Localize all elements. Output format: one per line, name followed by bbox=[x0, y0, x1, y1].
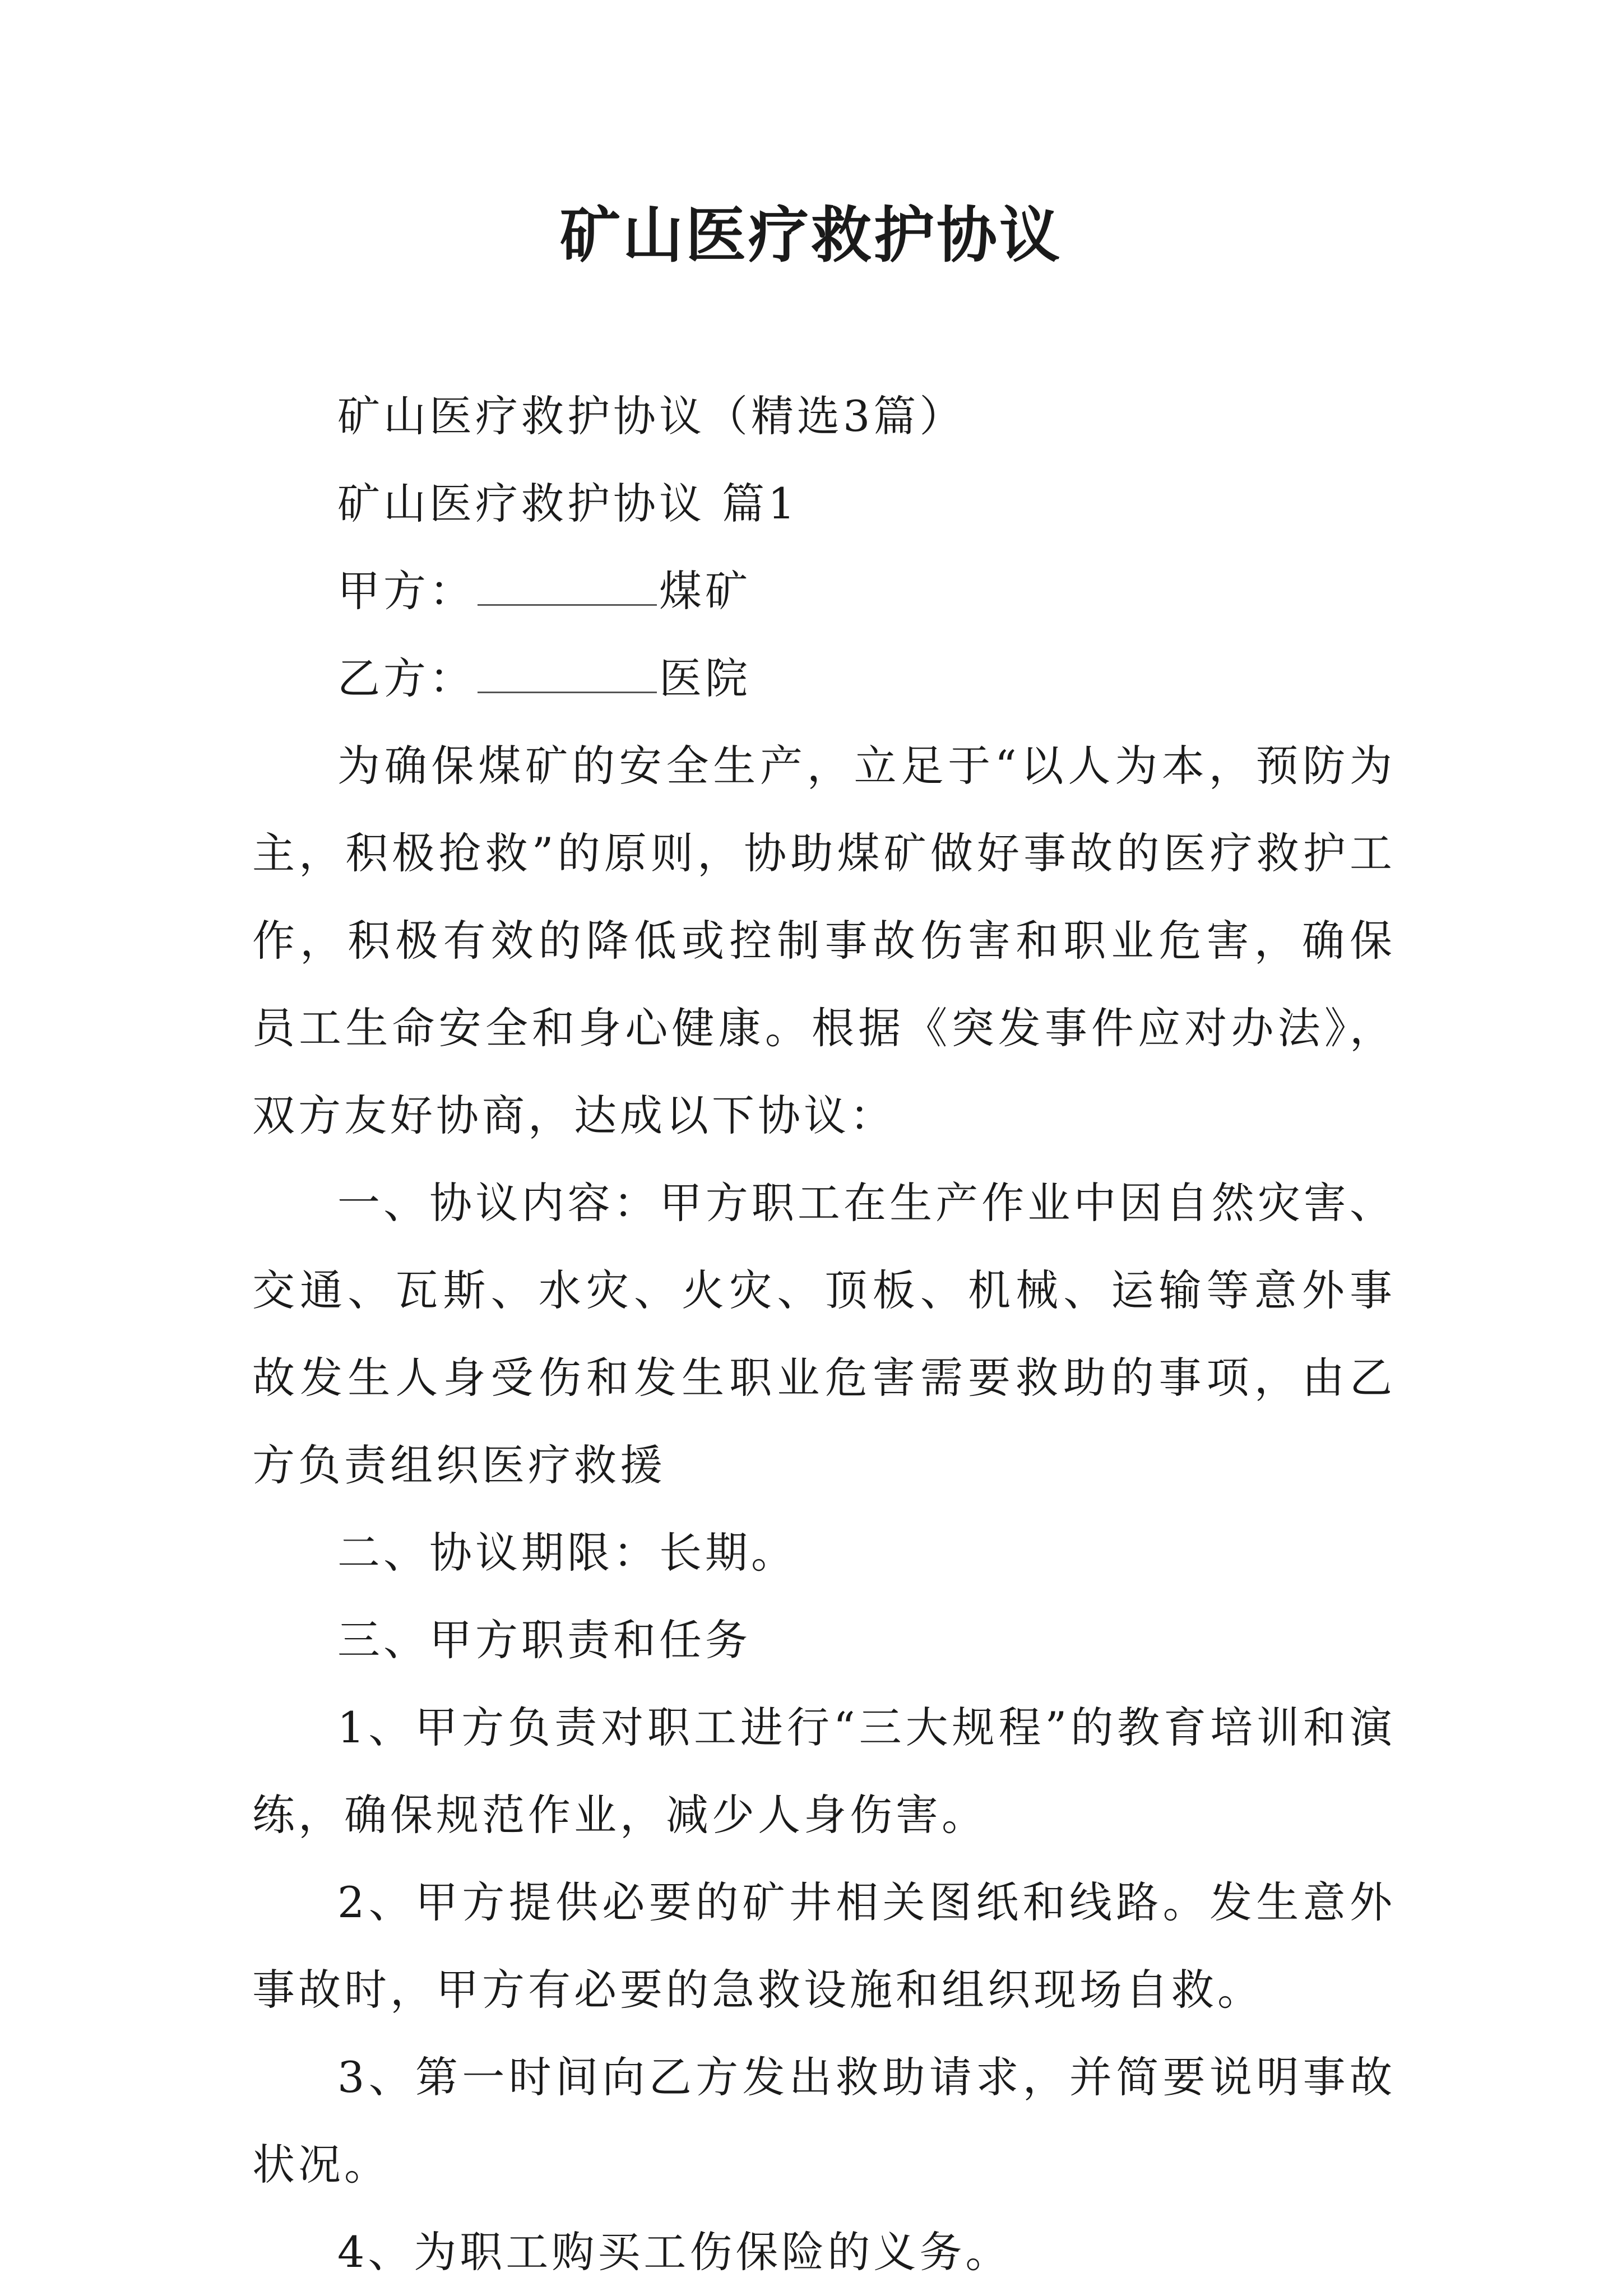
party-b-label: 乙方： bbox=[337, 653, 475, 703]
clause-1-paragraph: 一、协议内容：甲方职工在生产作业中因自然灾害、交通、瓦斯、水灾、火灾、顶板、机械、运输等意外事故发生人身受伤和发生职业危害需要救助的事项，由乙方负责组织医疗救援 bbox=[252, 1178, 1396, 1490]
party-a-label: 甲方： bbox=[337, 566, 475, 616]
party-a-blank bbox=[478, 570, 657, 606]
section-heading: 矿山医疗救护协议 篇1 bbox=[337, 479, 799, 528]
item-1-paragraph: 1、甲方负责对职工进行“三大规程”的教育培训和演练，确保规范作业，减少人身伤害。 bbox=[252, 1703, 1396, 1840]
party-b-suffix: 医院 bbox=[659, 653, 751, 703]
item-3-paragraph: 3、第一时间向乙方发出救助请求，并简要说明事故状况。 bbox=[252, 2052, 1396, 2190]
subtitle-line: 矿山医疗救护协议（精选3篇） bbox=[337, 391, 966, 441]
item-2-paragraph: 2、甲方提供必要的矿井相关图纸和线路。发生意外事故时，甲方有必要的急救设施和组织现场自救。 bbox=[252, 1877, 1396, 2015]
item-4-paragraph: 4、为职工购买工伤保险的义务。 bbox=[337, 2227, 1012, 2277]
clause-2-paragraph: 二、协议期限：长期。 bbox=[337, 1528, 797, 1578]
clause-3-paragraph: 三、甲方职责和任务 bbox=[337, 1615, 751, 1665]
party-b-line bbox=[252, 635, 1396, 722]
party-b-blank bbox=[478, 658, 657, 693]
party-a-line bbox=[252, 548, 1396, 635]
party-a-suffix: 煤矿 bbox=[659, 566, 751, 616]
document-title: 矿山医疗救护协议 bbox=[559, 200, 1062, 271]
intro-paragraph: 为确保煤矿的安全生产，立足于“以人为本，预防为主，积极抢救”的原则，协助煤矿做好事故的医疗救护工作，积极有效的降低或控制事故伤害和职业危害，确保员工生命安全和身心健康。根据《突发事件应对办法》，双方友好协商，达成以下协议： bbox=[252, 741, 1396, 1140]
document-body bbox=[252, 373, 1396, 2296]
